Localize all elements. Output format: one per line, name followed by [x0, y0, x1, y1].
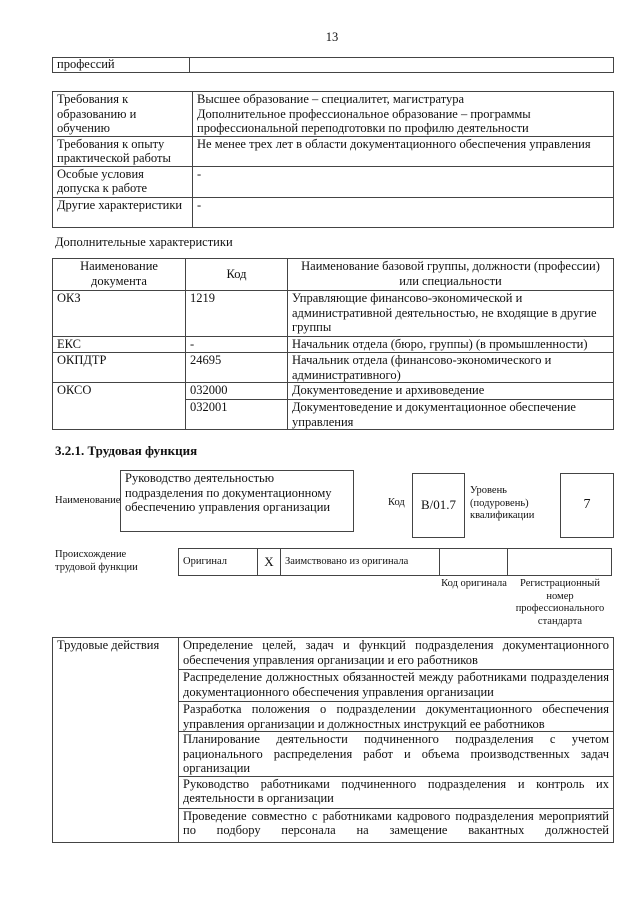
- requirement-label: Требования к образованию и обучению: [53, 92, 193, 137]
- requirement-label: Требования к опыту практической работы: [53, 136, 193, 166]
- requirement-line: Дополнительное профессиональное образование – программы профессиональной переподготовки по профилю деятельности: [197, 106, 531, 135]
- action-item: Определение целей, задач и функций подразделения документационного обеспечения управления организации и его работников: [179, 638, 614, 670]
- code-label: Код: [388, 497, 405, 508]
- function-heading: 3.2.1. Трудовая функция: [55, 443, 198, 458]
- table-row: [53, 353, 614, 383]
- name-cell: Начальник отдела (бюро, группы) (в промышленности): [288, 337, 614, 353]
- requirement-value: -: [193, 166, 614, 197]
- actions-label: Трудовые действия: [53, 638, 179, 843]
- requirement-value: [193, 92, 614, 137]
- level-label: Уровень (подуровень) квалификации: [470, 485, 535, 521]
- name-label: Наименование: [55, 495, 121, 506]
- reg-number-cell: [508, 549, 612, 576]
- function-name-box: Руководство деятельностью подразделения по документационному обеспечению управления организации: [120, 470, 354, 532]
- doc-cell: ОКСО: [53, 383, 186, 430]
- original-code-cell: [440, 549, 508, 576]
- caption-reg: Регистрационный номер профессионального стандарта: [515, 578, 605, 627]
- action-item: Проведение совместно с работниками кадрового подразделения мероприятий по подбору персонала на замещение вакантных должностей: [179, 808, 614, 842]
- table-row: [53, 337, 614, 353]
- top-table-fragment: [52, 57, 614, 73]
- column-header: Наименование базовой группы, должности (профессии) или специальности: [288, 259, 614, 291]
- requirements-table: [52, 91, 614, 228]
- column-header: Код: [186, 259, 288, 291]
- action-item: Планирование деятельности подчиненного подразделения с учетом рационального распределения работ и объема производственных задач организации: [179, 732, 614, 777]
- level-box: 7: [560, 473, 614, 538]
- origin-mark: X: [258, 549, 281, 576]
- requirement-label: Особые условия допуска к работе: [53, 166, 193, 197]
- requirement-value: -: [193, 197, 614, 227]
- action-item: Распределение должностных обязанностей между работниками подразделения документационного обеспечения управления организации: [179, 670, 614, 702]
- action-item: Руководство работниками подчиненного подразделения и контроль их деятельности в организации: [179, 776, 614, 808]
- table-row: [53, 383, 614, 400]
- column-header: Наименование документа: [53, 259, 186, 291]
- table-cell-empty: [190, 58, 614, 73]
- name-cell: Начальник отдела (финансово-экономического и административного): [288, 353, 614, 383]
- caption-code: Код оригинала: [441, 578, 507, 589]
- origin-borrowed: Заимствовано из оригинала: [281, 549, 440, 576]
- doc-cell: ОКЗ: [53, 291, 186, 337]
- origin-original: Оригинал: [179, 549, 258, 576]
- additional-table: [52, 258, 614, 430]
- doc-cell: ОКПДТР: [53, 353, 186, 383]
- name-cell: Управляющие финансово-экономической и административной деятельностью, не входящие в другие группы: [288, 291, 614, 337]
- action-item: Разработка положения о подразделении документационного обеспечения управления организации и должностных инструкций ее работников: [179, 702, 614, 732]
- origin-table: [178, 548, 612, 576]
- requirement-line: Высшее образование – специалитет, магистратура: [197, 92, 465, 106]
- name-cell: Документоведение и архивоведение: [288, 383, 614, 400]
- actions-table: [52, 637, 614, 843]
- section-title: Дополнительные характеристики: [55, 235, 233, 249]
- code-cell: 032000: [186, 383, 288, 400]
- requirement-label: Другие характеристики: [53, 197, 193, 227]
- code-cell: -: [186, 337, 288, 353]
- code-cell: 032001: [186, 400, 288, 430]
- origin-label: Происхождение трудовой функции: [55, 549, 138, 573]
- table-cell: профессий: [53, 58, 190, 73]
- function-code-box: B/01.7: [412, 473, 465, 538]
- table-row: [53, 291, 614, 337]
- code-cell: 1219: [186, 291, 288, 337]
- doc-cell: ЕКС: [53, 337, 186, 353]
- name-cell: Документоведение и документационное обеспечение управления: [288, 400, 614, 430]
- page-number: 13: [325, 30, 339, 44]
- requirement-value: Не менее трех лет в области документационного обеспечения управления: [193, 136, 614, 166]
- code-cell: 24695: [186, 353, 288, 383]
